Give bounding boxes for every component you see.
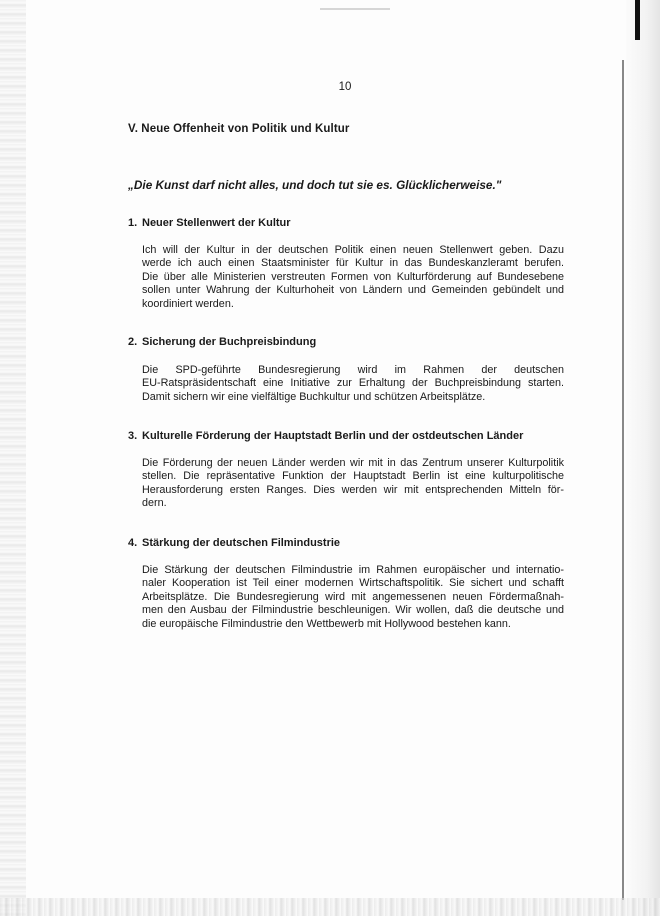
item-number: 1. [128,217,138,229]
item-heading-3 [128,430,523,442]
body-line: Damit sichern wir eine vielfältige Buchkultur und schützen Arbeitsplätze. [142,390,486,403]
body-line: Herausforderung ersten Ranges. Dies werden wir mit entsprechenden Mitteln för- [142,483,564,496]
body-line: werde ich auch einen Staatsminister für Kultur in das Bundeskanzleramt berufen. [142,257,564,270]
scan-edge-right [626,0,660,916]
item-number: 2. [128,336,138,348]
body-line: EU-Ratspräsidentschaft eine Initiative zur Erhaltung der Buchpreisbindung starten. [142,377,564,390]
body-line: sollen unter Wahrung der Kulturhoheit von Ländern und Gemeinden gebündelt und [142,284,564,297]
body-line: Ich will der Kultur in der deutschen Politik einen neuen Stellenwert geben. Dazu [142,244,564,256]
page-number: 10 [338,81,352,93]
body-line: die europäische Filmindustrie den Wettbewerb mit Hollywood bestehen kann. [142,617,511,630]
body-line: Die Stärkung der deutschen Filmindustrie im Rahmen europäischer und internatio- [142,564,564,576]
body-line: naler Kooperation ist Teil einer modernen Wirtschaftspolitik. Sie sichert und schafft [142,577,564,590]
item-number: 4. [128,537,138,549]
item-heading-text: Stärkung der deutschen Filmindustrie [142,537,341,549]
item-heading-4 [128,537,340,549]
scan-fold-line [622,60,624,900]
item-number: 3. [128,430,138,442]
item-heading-text: Neuer Stellenwert der Kultur [142,217,291,229]
body-line: men den Ausbau der Filmindustrie beschleunigen. Wir wollen, daß die deutsche und [142,604,564,617]
item-body-4 [142,564,564,631]
body-line: Die über alle Ministerien verstreuten Formen von Kulturförderung auf Bundesebene [142,270,564,283]
item-body-2 [142,364,564,404]
scan-mark [635,0,640,40]
body-line: Arbeitsplätze. Die Bundesregierung wird mit angemessenen neuen Fördermaßnah- [142,590,564,603]
body-line: Die Förderung der neuen Länder werden wir mit in das Zentrum unserer Kulturpolitik [142,457,564,469]
body-line: stellen. Die repräsentative Funktion der Hauptstadt Berlin ist eine kulturpolitische [142,470,564,483]
item-body-3 [142,457,564,511]
quote: „Die Kunst darf nicht alles, und doch tut sie es. Glücklicherweise." [128,178,502,192]
item-heading-text: Sicherung der Buchpreisbindung [142,336,317,348]
body-line: Die SPD-geführte Bundesregierung wird im Rahmen der deutschen [142,364,564,376]
body-line: koordiniert werden. [142,297,234,310]
section-title: V. Neue Offenheit von Politik und Kultur [128,123,350,135]
body-line: dern. [142,497,167,510]
scan-edge-left [0,0,26,916]
item-body-1 [142,244,564,311]
item-heading-2 [128,336,316,348]
scan-smudge [320,8,390,10]
item-heading-1 [128,217,291,229]
item-heading-text: Kulturelle Förderung der Hauptstadt Berlin und der ostdeutschen Länder [142,430,524,442]
scan-edge-bottom [0,898,660,916]
